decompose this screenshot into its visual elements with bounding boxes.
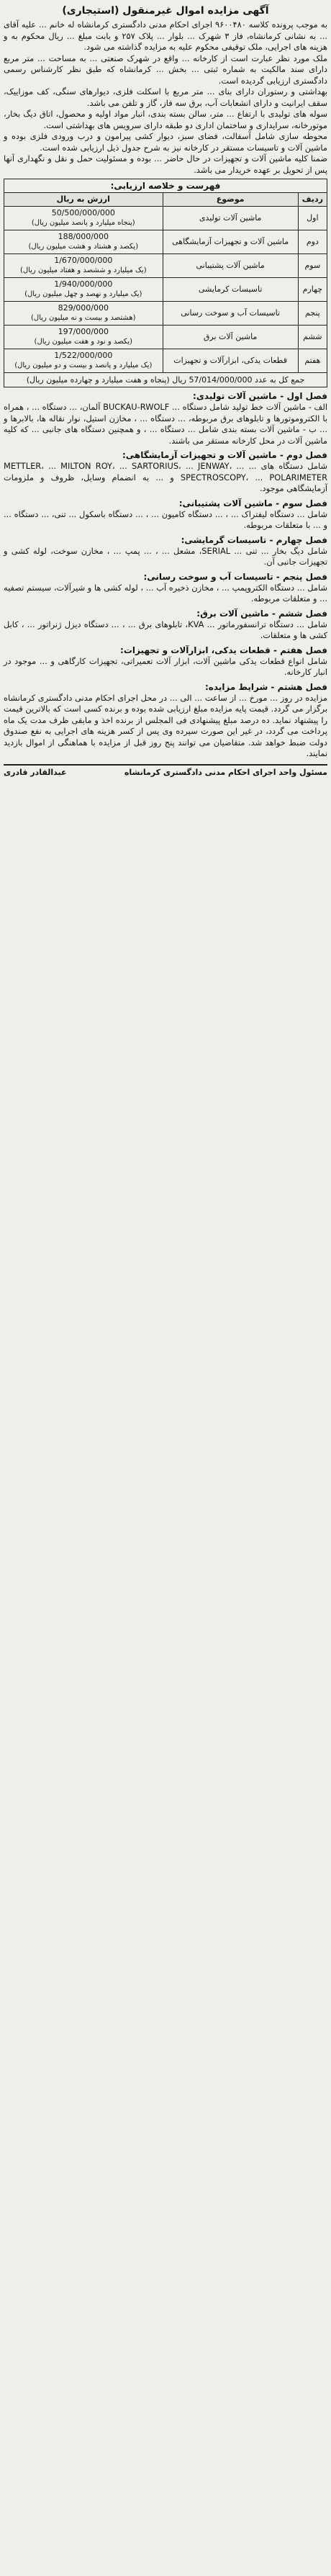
section-heading: فصل دوم - ماشین آلات و تجهیزات آزمایشگاهی: (122, 450, 327, 460)
table-row (4, 207, 327, 230)
row-number: اول (298, 207, 327, 230)
row-value-cell (4, 302, 163, 326)
section-heading: فصل پنجم - تاسیسات آب و سوخت رسانی: (143, 571, 327, 582)
row-value-words: (یک میلیارد و پانصد و بیست و دو میلیون ریال) (14, 362, 153, 369)
header-row-number: ردیف (298, 193, 327, 207)
assets-table-body (4, 207, 327, 373)
section-text: شامل ... دستگاه ترانسفورماتور ... KVA، تابلوهای برق ... ، ... دستگاه دیزل ژنراتور ... ، کابل کشی ها و متعلقات. (4, 619, 327, 640)
row-subject: تاسیسات کرمایشی (163, 278, 298, 302)
row-value-words: (یک میلیارد و نهصد و چهل میلیون ریال) (24, 290, 142, 298)
intro-paragraph-1: به موجب پرونده کلاسه ۹۶۰۰۴۸۰ اجرای احکام مدنی دادگستری کرمانشاه له خانم ... علیه آقای ... به نشانی کرمانشاه، فاز ۳ شهرک ... بلوار ... پلاک ۲۵۷ و بابت مبلغ ... ریال محکوم به و هزینه های اجرایی، ملک توقیفی محکوم علیه به مزایده گذاشته می شود. (4, 19, 327, 52)
issuer-name: مسئول واحد اجرای احکام مدنی دادگستری کرمانشاه (124, 767, 327, 777)
table-row (4, 254, 327, 278)
section-heading: فصل ششم - ماشین آلات برق: (196, 608, 327, 619)
row-value-cell (4, 207, 163, 230)
row-value: 50/500/000/000 (51, 208, 115, 217)
notice-title: آگهی مزایده اموال غیرمنقول (استیجاری) (62, 5, 269, 17)
row-value-words: (پنجاه میلیارد و پانصد میلیون ریال) (31, 219, 135, 227)
description-paragraph-1: بهداشتی و رستوران دارای بنای ... متر مربع با اسکلت فلزی، دیوارهای سنگی، کف موزاییک، سقف ایرانیت و دارای انشعابات آب، برق سه فاز، گاز و تلفن می باشد. (4, 86, 327, 108)
row-value: 188/000/000 (58, 232, 109, 241)
row-value-words: (هشتصد و بیست و نه میلیون ریال) (31, 314, 136, 322)
section-text: مزایده در روز ... مورخ ... از ساعت ... الی ... در محل اجرای احکام مدنی دادگستری کرمانشاه برگزار می گردد. قیمت پایه مزایده مبلغ ارزیابی شده بوده و برنده کسی است که بالاترین قیمت را پیشنهاد نماید. ده درصد مبلغ پیشنهادی فی المجلس از برنده اخذ و مابقی ظرف مدت یک ماه پرداخت می گردد، در غیر این صورت سپرده وی پس از کسر هزینه های اجرایی به نفع صندوق دولت ضبط خواهد شد. متقاضیان می توانند پنج روز قبل از مزایده با هماهنگی از اموال بازدید نمایند. (4, 692, 327, 758)
row-value-cell (4, 278, 163, 302)
description-paragraph-4: ضمنا کلیه ماشین آلات و تجهیزات در حال حاضر ... بوده و مسئولیت حمل و نقل و نگهداری آنها پس از تحویل بر عهده خریدار می باشد. (4, 153, 327, 175)
row-value-cell (4, 254, 163, 278)
intro-block (4, 19, 327, 86)
row-value: 829/000/000 (58, 303, 109, 313)
table-row (4, 302, 327, 326)
row-subject: ماشین آلات تولیدی (163, 207, 298, 230)
row-value-cell (4, 326, 163, 349)
section-heading: فصل چهارم - تاسیسات گرمایشی: (181, 534, 327, 545)
row-number: سوم (298, 254, 327, 278)
assets-table-header-row (4, 193, 327, 207)
row-number: ششم (298, 326, 327, 349)
assets-table (4, 192, 327, 373)
table-row (4, 230, 327, 254)
notice-footer (4, 764, 327, 777)
row-subject: قطعات یدکی، ابزارآلات و تجهیزات (163, 349, 298, 373)
section-heading: فصل سوم - ماشین آلات پشتیبانی: (178, 498, 327, 508)
row-value-cell (4, 230, 163, 254)
row-value-words: (یکصد و هشتاد و هشت میلیون ریال) (28, 243, 139, 251)
table-row (4, 349, 327, 373)
row-number: دوم (298, 230, 327, 254)
section-text: الف - ماشین آلات خط تولید شامل دستگاه ... BUCKAU-RWOLF آلمان، ... دستگاه ... ، همراه با الکتروموتورها و تابلوهای برق مربوطه، ... دستگاه ... ، مخازن استیل، نوار نقاله ها، بالابرها و ... ب - ماشین آلات بسته بندی شامل ... دستگاه ... ، و همچنین دستگاه های جانبی ... که کلیه ماشین آلات در محل کارخانه مستقر می باشند. (4, 402, 327, 446)
row-number: هفتم (298, 349, 327, 373)
signature-name: عبدالقادر قادری (4, 767, 67, 777)
row-value: 1/940/000/000 (54, 279, 113, 289)
assets-table-title: فهرست و خلاصه ارزیابی: (4, 179, 327, 192)
table-row (4, 278, 327, 302)
row-value: 1/522/000/000 (54, 351, 113, 360)
header-value: ارزش به ریال (4, 193, 163, 207)
row-value-words: (یک میلیارد و ششصد و هفتاد میلیون ریال) (19, 266, 147, 274)
sections-container (4, 390, 327, 760)
row-number: چهارم (298, 278, 327, 302)
section-text: شامل دیگ بخار ... تنی ... SERIAL، مشعل ... ، ... پمپ ... ، مخازن سوخت، لوله کشی و تجهیزات جانبی آن. (4, 545, 327, 567)
table-row (4, 326, 327, 349)
row-value-cell (4, 349, 163, 373)
header-subject: موضوع (163, 193, 298, 207)
row-subject: ماشین آلات برق (163, 326, 298, 349)
row-value: 197/000/000 (58, 327, 109, 336)
description-block (4, 86, 327, 176)
assets-total: جمع کل به عدد 57/014/000/000 ریال (پنجاه و هفت میلیارد و چهارده میلیون ریال) (4, 373, 327, 387)
section-heading: فصل هشتم - شرایط مزایده: (205, 681, 327, 692)
description-paragraph-3: محوطه سازی شامل آسفالت، فضای سبز، دیوار کشی پیرامون و درب ورودی فلزی بوده و ماشین آلات و تاسیسات مستقر در کارخانه نیز به شرح جدول ذیل ارزیابی شده است. (4, 131, 327, 153)
description-paragraph-2: سوله های تولیدی با ارتفاع ... متر، سالن بسته بندی، انبار مواد اولیه و محصول، اتاق دیگ بخار، موتورخانه، سرایداری و ساختمان اداری دو طبقه دارای سرویس های بهداشتی است. (4, 109, 327, 130)
section-text: شامل ... دستگاه لیفتراک ... ، ... دستگاه کامیون ... ، ... دستگاه باسکول ... تنی، ... دستگاه ... و ... با متعلقات مربوطه. (4, 508, 327, 530)
row-value-words: (یکصد و نود و هفت میلیون ریال) (34, 338, 132, 346)
row-subject: ماشین آلات و تجهیزات آزمایشگاهی (163, 230, 298, 254)
section-text: شامل دستگاه های ... METTLER، ... MILTON ROY، ... SARTORIUS، ... JENWAY، ... SPECTROSCOPY، ... POLARIMETER و ... به انضمام وسایل، ظروف و ملزومات آزمایشگاهی موجود. (4, 461, 327, 493)
intro-paragraph-2: ملک مورد نظر عبارت است از کارخانه ... واقع در شهرک صنعتی ... به مساحت ... متر مربع دارای سند مالکیت به شماره ثبتی ... بخش ... کرمانشاه که طبق نظر کارشناس رسمی دادگستری ارزیابی گردیده است. (4, 53, 327, 86)
row-number: پنجم (298, 302, 327, 326)
section-heading: فصل اول - ماشین آلات تولیدی: (193, 391, 327, 401)
section-text: شامل ... دستگاه الکتروپمپ ... ، مخازن ذخیره آب ... ، لوله کشی ها و شیرآلات، سیستم تصفیه ... و متعلقات مربوطه. (4, 582, 327, 603)
row-value: 1/670/000/000 (54, 256, 113, 265)
section-heading: فصل هفتم - قطعات یدکی، ابزارآلات و تجهیزات: (120, 645, 327, 655)
section-text: شامل انواع قطعات یدکی ماشین آلات، ابزار آلات تعمیراتی، تجهیزات کارگاهی و ... موجود در انبار کارخانه. (4, 655, 327, 677)
row-subject: ماشین آلات پشتیبانی (163, 254, 298, 278)
row-subject: تاسیسات آب و سوخت رسانی (163, 302, 298, 326)
